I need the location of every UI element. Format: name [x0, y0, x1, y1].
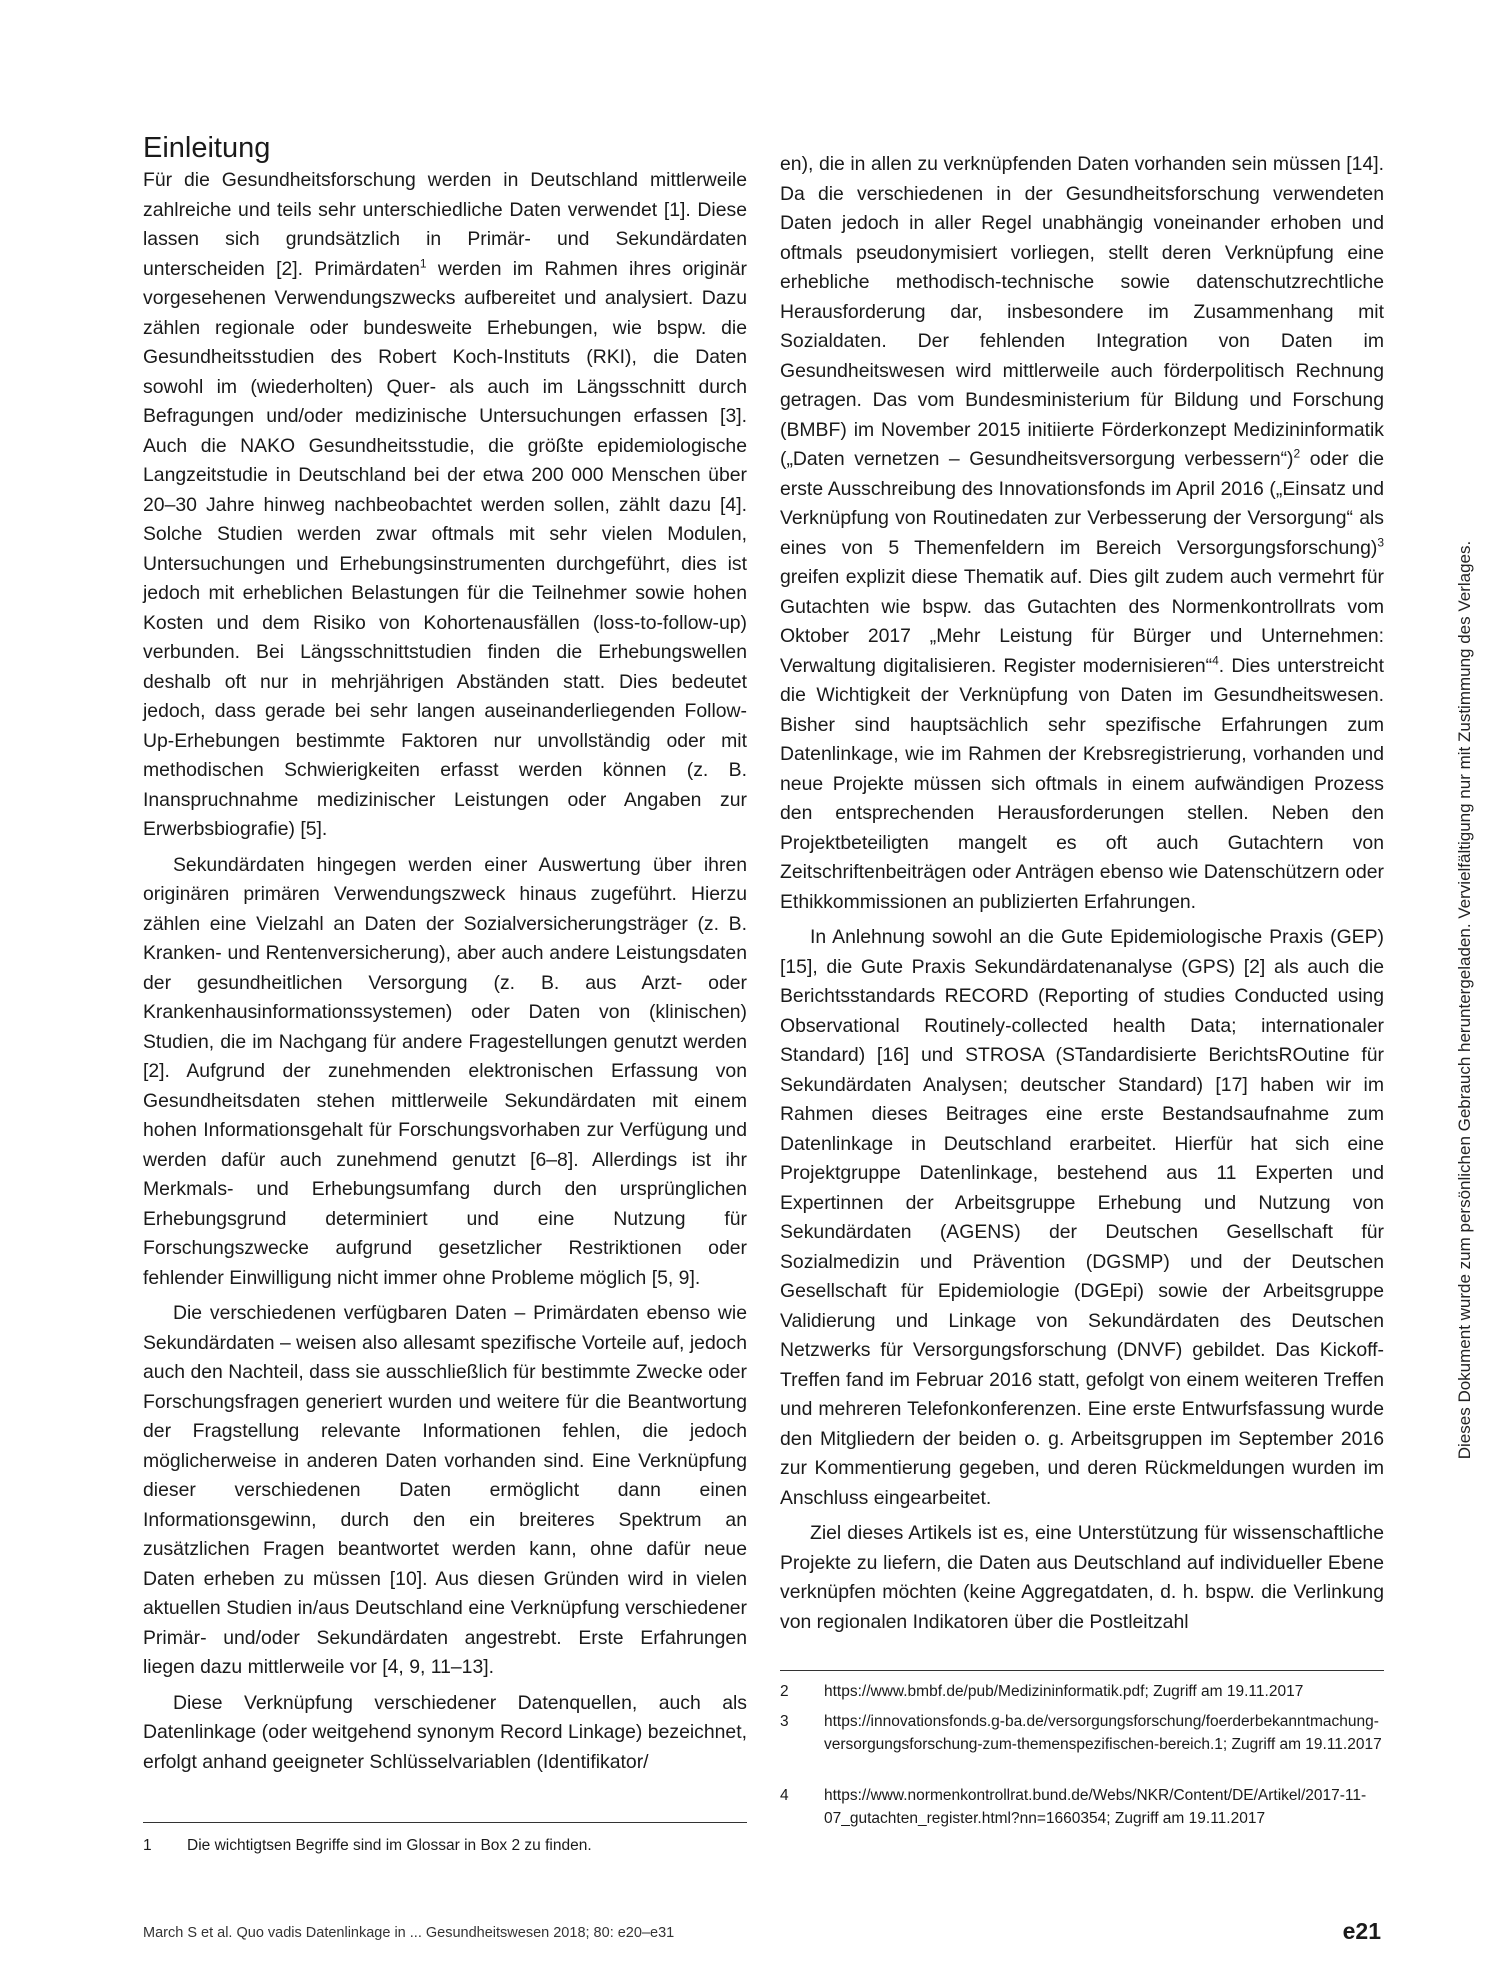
running-footer: March S et al. Quo vadis Datenlinkage in ... Gesundheitswesen 2018; 80: e20–e31 — [143, 1925, 675, 1941]
footnote — [780, 1710, 1384, 1756]
footnote — [780, 1784, 1384, 1830]
footnote-number: 2 — [780, 1683, 789, 1700]
paragraph — [143, 166, 747, 845]
footnote-number: 3 — [780, 1713, 789, 1730]
footnote-rule — [143, 1822, 747, 1823]
footnote-rule — [780, 1670, 1384, 1671]
footnote-number: 4 — [780, 1787, 789, 1804]
paragraph: Die verschiedenen verfügbaren Daten – Primärdaten ebenso wie Sekundärdaten – weisen also allesamt spezifische Vorteile auf, jedoch auch den Nachteil, dass sie ausschließlich für bestimmte Zwecke oder Forschungsfragen generiert wurden und weitere für die Beantwortung der Fragstellung relevante Informationen fehlen, die jedoch möglicherweise in anderen Daten vorhanden sind. Eine Verknüpfung dieser verschiedenen Daten ermöglicht dann einen Informationsgewinn, durch den ein breiteres Spektrum an zusätzlichen Fragen beantwortet werden kann, ohne dafür neue Daten erheben zu müssen [10]. Aus diesen Gründen wird in vielen aktuellen Studien in/aus Deutschland eine Verknüpfung verschiedener Primär- und/oder Sekundärdaten angestrebt. Erste Erfahrungen liegen dazu mittlerweile vor [4, 9, 11–13]. — [143, 1302, 747, 1678]
paragraph: Diese Verknüpfung verschiedener Datenquellen, auch als Datenlinkage (oder weitgehend synonym Record Linkage) bezeichnet, erfolgt anhand geeigneter Schlüsselvariablen (Identifikator/ — [143, 1691, 747, 1773]
footnote-ref: 3 — [1377, 535, 1384, 550]
paragraph-text: Für die Gesundheitsforschung werden in Deutschland mittlerweile zahlreiche und teils sehr unterschiedliche Daten verwendet [1]. Diese lassen sich grundsätzlich in Primär- und Sekundärdaten unterscheiden [2]. Primärdaten — [143, 169, 747, 280]
paragraph: Sekundärdaten hingegen werden einer Auswertung über ihren originären primären Verwendungszweck hinaus zugeführt. Hierzu zählen eine Vielzahl an Daten der Sozialversicherungsträger (z. B. Kranken- und Rentenversicherung), aber auch andere Leistungsdaten der gesundheitlichen Versorgung (z. B. aus Arzt- oder Krankenhausinformationssystemen) oder Daten von (klinischen) Studien, die im Nachgang für andere Fragestellungen genutzt werden [2]. Aufgrund der zunehmenden elektronischen Erfassung von Gesundheitsdaten stehen mittlerweile Sekundärdaten mit einem hohen Informationsgehalt für Forschungsvorhaben zur Verfügung und werden dafür auch zunehmend genutzt [6–8]. Allerdings ist ihr Merkmals- und Erhebungsumfang durch den ursprünglichen Erhebungsgrund determiniert und eine Nutzung für Forschungszwecke aufgrund gesetzlicher Restriktionen oder fehlender Einwilligung nicht immer ohne Probleme möglich [5, 9]. — [143, 853, 747, 1289]
left-column — [143, 130, 747, 1777]
footnote — [780, 1680, 1384, 1703]
paragraph-text: werden im Rahmen ihres originär vorgesehenen Verwendungszwecks aufbereitet und analysiert. Dazu zählen regionale oder bundesweite Erhebungen, wie bspw. die Gesundheitsstudien des Robert Koch-Instituts (RKI), die Daten sowohl im (wiederholten) Quer- als auch im Längsschnitt durch Befragungen und/oder medizinische Untersuchungen erfassen [3]. Auch die NAKO Gesundheitsstudie, die größte epidemiologische Langzeitstudie in Deutschland bei der etwa 200 000 Menschen über 20–30 Jahre hinweg nachbeobachtet werden sollen, zählt dazu [4]. Solche Studien werden zwar oftmals mit sehr vielen Modulen, Untersuchungen und Erhebungsinstrumenten durchgeführt, dies ist jedoch mit erheblichen Belastungen für die Teilnehmer sowie hohen Kosten und dem Risiko von Kohortenausfällen (loss-to-follow-up) verbunden. Bei Längsschnittstudien finden die Erhebungswellen deshalb oft nur in mehrjährigen Abständen statt. Dies bedeutet jedoch, dass gerade bei sehr langen auseinanderliegenden Follow-Up-Erhebungen bestimmte Faktoren nur unvollständig oder mit methodischen Schwierigkeiten erfasst werden können (z. B. Inanspruchnahme medizinischer Leistungen oder Angaben zur Erwerbsbiografie) [5]. — [143, 257, 748, 840]
footnote-ref: 1 — [419, 256, 427, 271]
paragraph-text: en), die in allen zu verknüpfenden Daten vorhanden sein müssen [14]. Da die verschiedenen in der Gesundheitsforschung verwendeten Daten jedoch in aller Regel unabhängig voneinander erhoben und oftmals pseudonymisiert vorliegen, stellt deren Verknüpfung eine erhebliche methodisch-technische sowie datenschutzrechtliche Herausforderung dar, insbesondere im Zusammenhang mit Sozialdaten. Der fehlenden Integration von Daten im Gesundheitswesen wird mittlerweile auch förderpolitisch Rechnung getragen. Das vom Bundesministerium für Bildung und Forschung (BMBF) im November 2015 initiierte Förderkonzept Medizininformatik („Daten vernetzen – Gesundheitsversorgung verbessern“) — [780, 153, 1384, 470]
footnote-text: Die wichtigtsen Begriffe sind im Glossar in Box 2 zu finden. — [187, 1837, 592, 1854]
section-heading: Einleitung — [143, 132, 271, 164]
paragraph-text: greifen explizit diese Thematik auf. Dies gilt zudem auch vermehrt für Gutachten wie bspw. das Gutachten des Normenkontrollrats vom Oktober 2017 „Mehr Leistung für Bürger und Unternehmen: Verwaltung digitalisieren. Register modernisieren“ — [780, 566, 1384, 677]
right-column — [780, 150, 1384, 1637]
footnote-ref: 4 — [1212, 653, 1219, 668]
download-notice: Dieses Dokument wurde zum persönlichen Gebrauch heruntergeladen. Vervielfältigung nur mit Zustimmung des Verlages. — [1455, 540, 1474, 1460]
footnote-text: https://www.bmbf.de/pub/Medizininformatik.pdf; Zugriff am 19.11.2017 — [824, 1683, 1304, 1700]
paragraph: Ziel dieses Artikels ist es, eine Unterstützung für wissenschaftliche Projekte zu liefern, die Daten aus Deutschland auf individueller Ebene verknüpfen möchten (keine Aggregatdaten, d. h. bspw. die Verlinkung von regionalen Indikatoren über die Postleitzahl — [780, 1522, 1384, 1633]
footnote-number: 1 — [143, 1837, 152, 1854]
paragraph — [780, 150, 1384, 917]
paragraph: In Anlehnung sowohl an die Gute Epidemiologische Praxis (GEP) [15], die Gute Praxis Sekundärdatenanalyse (GPS) [2] als auch die Berichtsstandards RECORD (Reporting of studies Conducted using Observational Routinely-collected health Data; internationaler Standard) [16] und STROSA (STandardisierte BerichtsROutine für Sekundärdaten Analysen; deutscher Standard) [17] haben wir im Rahmen dieses Beitrages eine erste Bestandsaufnahme zum Datenlinkage in Deutschland erarbeitet. Hierfür hat sich eine Projektgruppe Datenlinkage, bestehend aus 11 Experten und Expertinnen der Arbeitsgruppe Erhebung und Nutzung von Sekundärdaten (AGENS) der Deutschen Gesellschaft für Sozialmedizin und Prävention (DGSMP) und der Deutschen Gesellschaft für Epidemiologie (DGEpi) sowie der Arbeitsgruppe Validierung und Linkage von Sekundärdaten des Deutschen Netzwerks für Versorgungsforschung (DNVF) gebildet. Das Kickoff-Treffen fand im Februar 2016 statt, gefolgt von einem weiteren Treffen und mehreren Telefonkonferenzen. Eine erste Entwurfsfassung wurde den Mitgliedern der beiden o. g. Arbeitsgruppen im September 2016 zur Kommentierung gegeben, und deren Rückmeldungen wurden im Anschluss eingearbeitet. — [780, 926, 1384, 1509]
footnote-ref: 2 — [1293, 446, 1301, 461]
footnote — [143, 1834, 747, 1857]
paragraph-text: . Dies unterstreicht die Wichtigkeit der Verknüpfung von Daten im Gesundheitswesen. Bisher sind hauptsächlich sehr spezifische Erfahrungen zum Datenlinkage, wie im Rahmen der Krebsregistrierung, vorhanden und neue Projekte müssen sich oftmals in einem aufwändigen Prozess den entsprechenden Herausforderungen stellen. Neben den Projektbeteiligten mangelt es oft auch Gutachtern von Zeitschriftenbeiträgen oder Anträgen ebenso wie Datenschützern oder Ethikkommissionen an publizierten Erfahrungen. — [780, 654, 1384, 913]
page-number: e21 — [1342, 1918, 1381, 1944]
footnote-text: https://www.normenkontrollrat.bund.de/Webs/NKR/Content/DE/Artikel/2017-11-07_gutachten_register.html?nn=1660354; Zugriff am 19.11.2017 — [824, 1787, 1367, 1827]
footnote-text: https://innovationsfonds.g-ba.de/versorgungsforschung/foerderbekanntmachung-versorgungsforschung-zum-themenspezifischen-bereich.1; Zugriff am 19.11.2017 — [824, 1713, 1382, 1753]
paragraph-text: oder die erste Ausschreibung des Innovationsfonds im April 2016 („Einsatz und Verknüpfung von Routinedaten zur Verbesserung der Versorgung“ als eines von 5 Themenfeldern im Bereich Versorgungsforschung) — [780, 448, 1384, 559]
